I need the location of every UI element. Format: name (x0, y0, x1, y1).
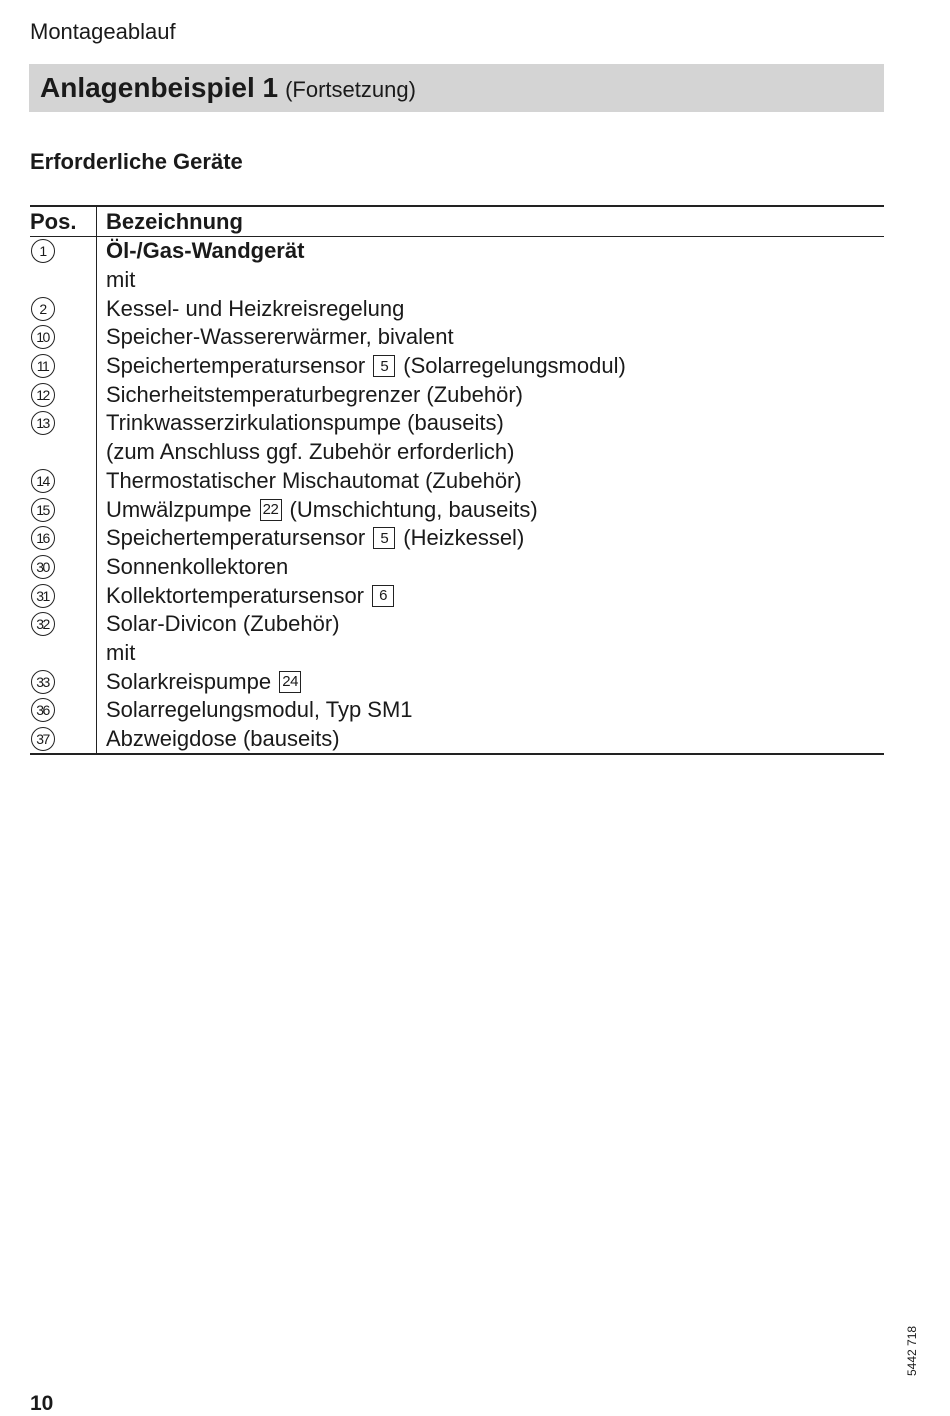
description-suffix: (Heizkessel) (403, 525, 525, 551)
description-cell (106, 495, 884, 524)
pos-cell (30, 237, 96, 266)
pos-cell (30, 495, 96, 524)
description-cell (106, 467, 884, 496)
equipment-table (30, 205, 884, 755)
section-subheading: Erforderliche Geräte (30, 149, 243, 174)
description-text: Öl-/Gas-Wandgerät (106, 238, 305, 264)
position-number-badge: 2 (31, 297, 55, 321)
description-cell (106, 553, 884, 582)
description-cell (106, 409, 884, 438)
terminal-number-box: 6 (372, 585, 394, 607)
description-cell (106, 696, 884, 725)
header-pos: Pos. (30, 207, 97, 236)
pos-cell (30, 524, 96, 553)
description-cell (106, 524, 884, 553)
description-text: Solarkreispumpe (106, 668, 272, 694)
description-text: Sonnenkollektoren (106, 553, 289, 579)
description-column (97, 237, 884, 753)
section-label: Montageablauf (30, 19, 176, 44)
pos-cell (30, 323, 96, 352)
description-cell (106, 639, 884, 668)
description-cell (106, 266, 884, 295)
pos-cell (30, 467, 96, 496)
position-number-badge: 36 (31, 698, 55, 722)
table-body (30, 237, 884, 753)
description-cell (106, 438, 884, 467)
description-text: Speichertemperatursensor (106, 525, 366, 551)
table-header (30, 207, 884, 237)
position-number-badge: 15 (31, 498, 55, 522)
description-text: Speicher-Wassererwärmer, bivalent (106, 324, 454, 350)
description-text: Sicherheitstemperaturbegrenzer (Zubehör) (106, 381, 523, 407)
position-number-badge: 13 (31, 411, 55, 435)
description-cell (106, 667, 884, 696)
position-number-badge: 11 (31, 354, 55, 378)
description-text: mit (106, 267, 136, 293)
pos-cell (30, 352, 96, 381)
pos-cell (30, 581, 96, 610)
description-cell (106, 581, 884, 610)
pos-cell (30, 438, 96, 467)
terminal-number-box: 5 (373, 355, 395, 377)
description-text: Abzweigdose (bauseits) (106, 726, 340, 752)
pos-cell (30, 639, 96, 668)
description-text: Speichertemperatursensor (106, 353, 366, 379)
description-text: Kessel- und Heizkreisregelung (106, 295, 405, 321)
page-title: Anlagenbeispiel 1 (40, 72, 279, 103)
pos-cell (30, 696, 96, 725)
pos-cell (30, 294, 96, 323)
description-text: Solarregelungsmodul, Typ SM1 (106, 697, 413, 723)
title-bar (29, 64, 884, 112)
terminal-number-box: 24 (279, 671, 301, 693)
position-number-badge: 30 (31, 555, 55, 579)
description-cell (106, 237, 884, 266)
position-number-badge: 16 (31, 526, 55, 550)
pos-cell (30, 610, 96, 639)
description-text: (zum Anschluss ggf. Zubehör erforderlich) (106, 439, 515, 465)
position-number-badge: 31 (31, 584, 55, 608)
description-cell (106, 294, 884, 323)
pos-cell (30, 553, 96, 582)
position-number-badge: 32 (31, 612, 55, 636)
pos-cell (30, 409, 96, 438)
header-description: Bezeichnung (106, 209, 243, 234)
description-text: mit (106, 639, 136, 665)
pos-column (30, 237, 97, 753)
description-text: Solar-Divicon (Zubehör) (106, 611, 340, 637)
position-number-badge: 12 (31, 383, 55, 407)
terminal-number-box: 5 (373, 527, 395, 549)
terminal-number-box: 22 (260, 499, 282, 521)
position-number-badge: 33 (31, 670, 55, 694)
description-cell (106, 610, 884, 639)
description-text: Kollektortemperatursensor (106, 582, 365, 608)
description-cell (106, 725, 884, 754)
position-number-badge: 1 (31, 239, 55, 263)
description-cell (106, 323, 884, 352)
position-number-badge: 10 (31, 325, 55, 349)
pos-cell (30, 725, 96, 754)
description-suffix: (Solarregelungsmodul) (403, 353, 626, 379)
pos-cell (30, 380, 96, 409)
description-suffix: (Umschichtung, bauseits) (289, 496, 538, 522)
description-text: Thermostatischer Mischautomat (Zubehör) (106, 467, 522, 493)
description-text: Trinkwasserzirkulationspumpe (bauseits) (106, 410, 504, 436)
page-title-suffix: (Fortsetzung) (285, 76, 416, 102)
position-number-badge: 37 (31, 727, 55, 751)
document-number: 5442 718 (905, 1325, 919, 1376)
pos-cell (30, 667, 96, 696)
pos-cell (30, 266, 96, 295)
description-text: Umwälzpumpe (106, 496, 252, 522)
page-number: 10 (30, 1392, 54, 1415)
position-number-badge: 14 (31, 469, 55, 493)
description-cell (106, 352, 884, 381)
description-cell (106, 380, 884, 409)
